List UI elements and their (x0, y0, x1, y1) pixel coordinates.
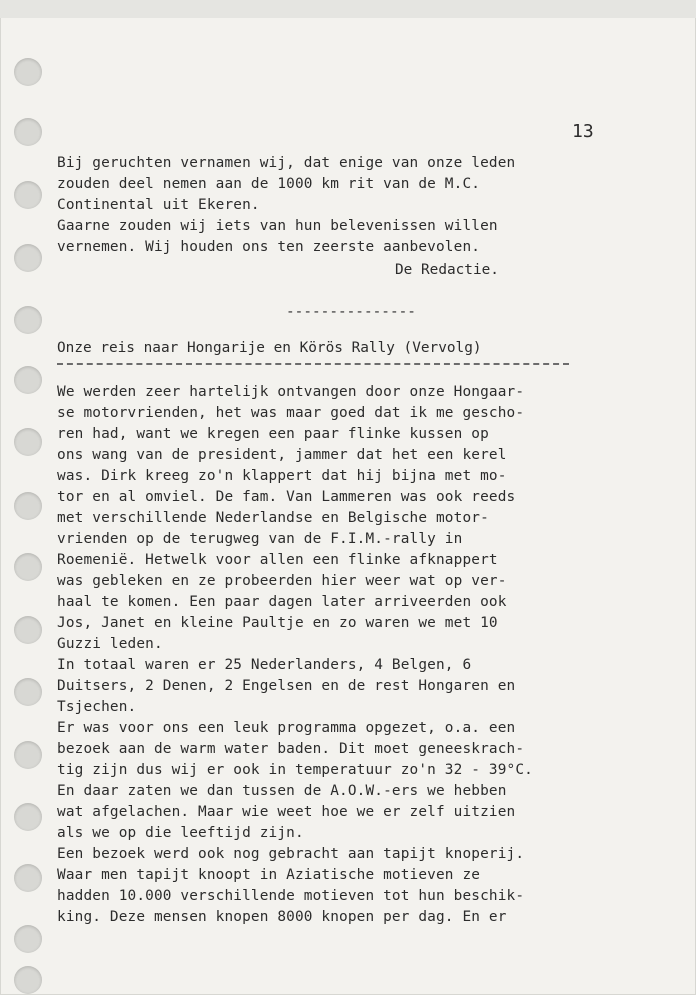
punch-hole (14, 306, 42, 334)
punch-hole (14, 741, 42, 769)
editorial-signature: De Redactie. (395, 262, 499, 278)
article-line: vrienden op de terugweg van de F.I.M.-rally in (57, 531, 463, 547)
article-line: king. Deze mensen knopen 8000 knopen per dag. En er (57, 909, 507, 925)
article-line: bezoek aan de warm water baden. Dit moet geneeskrach- (57, 741, 525, 757)
intro-line: Bij geruchten vernamen wij, dat enige van onze leden (57, 155, 516, 171)
punch-hole (14, 966, 42, 994)
article-line: Een bezoek werd ook nog gebracht aan tapijt knoperij. (57, 846, 525, 862)
article-line: was. Dirk kreeg zo'n klappert dat hij bijna met mo- (57, 468, 507, 484)
article-line: Er was voor ons een leuk programma opgezet, o.a. een (57, 720, 516, 736)
article-line: In totaal waren er 25 Nederlanders, 4 Belgen, 6 (57, 657, 472, 673)
article-line: En daar zaten we dan tussen de A.O.W.-ers we hebben (57, 783, 507, 799)
article-line: Guzzi leden. (57, 636, 163, 652)
article-line: hadden 10.000 verschillende motieven tot hun beschik- (57, 888, 525, 904)
punch-hole (14, 366, 42, 394)
article-line: haal te komen. Een paar dagen later arriveerden ook (57, 594, 507, 610)
article-line: We werden zeer hartelijk ontvangen door onze Hongaar- (57, 384, 525, 400)
intro-line: zouden deel nemen aan de 1000 km rit van de M.C. (57, 176, 481, 192)
article-line: was gebleken en ze probeerden hier weer wat op ver- (57, 573, 507, 589)
punch-hole (14, 616, 42, 644)
article-heading: Onze reis naar Hongarije en Körös Rally (Vervolg) (57, 340, 482, 356)
article-line: Duitsers, 2 Denen, 2 Engelsen en de rest Hongaren en (57, 678, 516, 694)
page-number: 13 (572, 121, 594, 142)
punch-hole (14, 678, 42, 706)
article-line: tor en al omviel. De fam. Van Lammeren was ook reeds (57, 489, 516, 505)
intro-line: Gaarne zouden wij iets van hun belevenissen willen (57, 218, 498, 234)
punch-hole (14, 925, 42, 953)
punch-hole (14, 428, 42, 456)
heading-underline (57, 363, 569, 365)
punch-hole (14, 244, 42, 272)
punch-hole (14, 118, 42, 146)
article-line: Jos, Janet en kleine Paultje en zo waren we met 10 (57, 615, 498, 631)
article-line: se motorvrienden, het was maar goed dat ik me gescho- (57, 405, 525, 421)
punch-hole (14, 181, 42, 209)
punch-hole (14, 58, 42, 86)
article-line: Waar men tapijt knoopt in Aziatische motieven ze (57, 867, 481, 883)
article-line: met verschillende Nederlandse en Belgische motor- (57, 510, 489, 526)
intro-line: vernemen. Wij houden ons ten zeerste aanbevolen. (57, 239, 481, 255)
top-paper-edge (0, 0, 696, 18)
punch-hole (14, 864, 42, 892)
punch-hole (14, 553, 42, 581)
section-separator: --------------- (286, 304, 416, 320)
article-line: wat afgelachen. Maar wie weet hoe we er zelf uitzien (57, 804, 516, 820)
article-line: ren had, want we kregen een paar flinke kussen op (57, 426, 489, 442)
article-line: ons wang van de president, jammer dat het een kerel (57, 447, 507, 463)
article-line: als we op die leeftijd zijn. (57, 825, 304, 841)
punch-hole (14, 803, 42, 831)
intro-line: Continental uit Ekeren. (57, 197, 260, 213)
article-line: Roemenië. Hetwelk voor allen een flinke afknappert (57, 552, 498, 568)
article-line: Tsjechen. (57, 699, 137, 715)
punch-hole (14, 492, 42, 520)
article-line: tig zijn dus wij er ook in temperatuur zo'n 32 - 39°C. (57, 762, 533, 778)
